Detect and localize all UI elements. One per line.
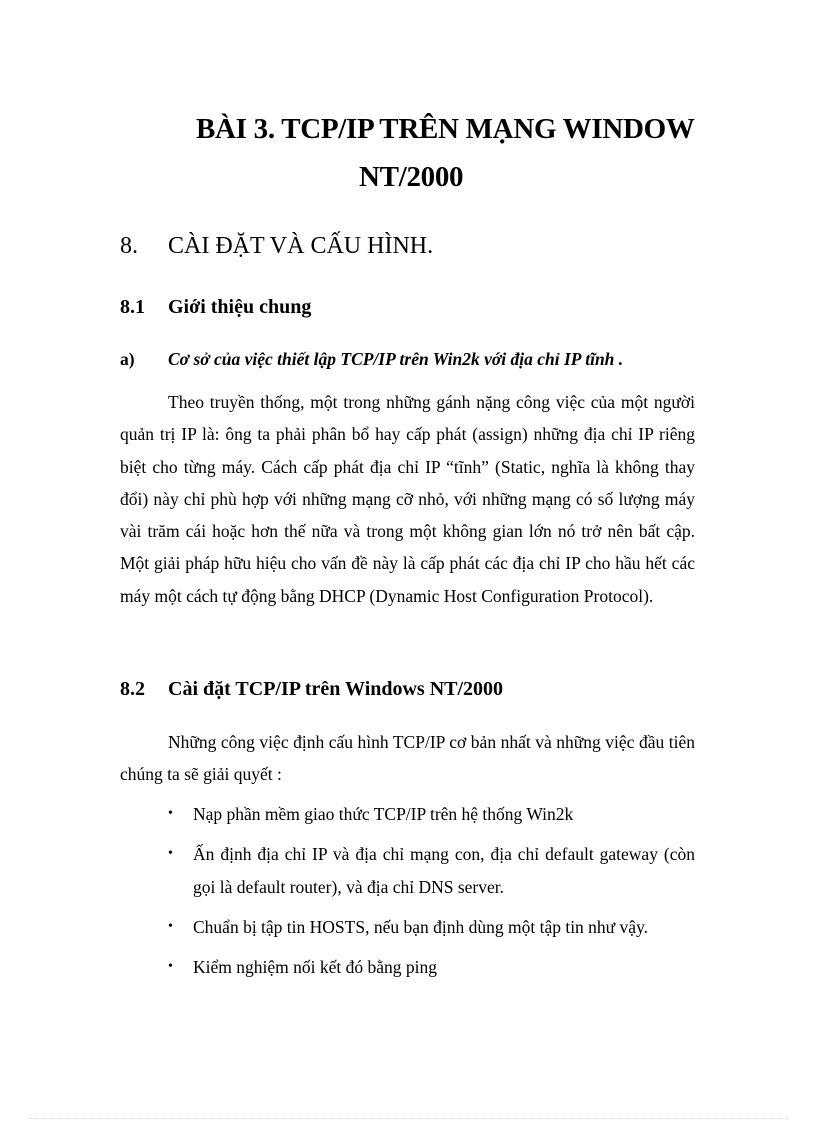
list-item-text: Ấn định địa chỉ IP và địa chỉ mạng con, địa chỉ default gateway (còn gọi là default router), và địa chỉ DNS server.	[193, 844, 695, 897]
list-item-text: Kiểm nghiệm nối kết đó bằng ping	[193, 957, 437, 978]
bullet-icon: •	[168, 806, 173, 821]
item-marker: a)	[120, 349, 135, 369]
page-title-line-1: BÀI 3. TCP/IP TRÊN MẠNG WINDOW	[196, 113, 695, 145]
subsection-number: 8.1	[120, 296, 145, 318]
section-title: CÀI ĐẶT VÀ CẤU HÌNH.	[168, 233, 434, 259]
subsection-title: Cài đặt TCP/IP trên Windows NT/2000	[168, 678, 504, 700]
subsection-number: 8.2	[120, 678, 145, 700]
section-number: 8.	[120, 233, 138, 259]
subsection-title: Giới thiệu chung	[168, 296, 312, 318]
body-paragraph-2: Những công việc định cấu hình TCP/IP cơ bản nhất và những việc đầu tiên chúng ta sẽ giải quyết :	[120, 732, 695, 785]
list-item-text: Chuẩn bị tập tin HOSTS, nếu bạn định dùng một tập tin như vậy.	[193, 916, 649, 937]
bullet-list	[120, 798, 695, 991]
list-item	[120, 798, 695, 830]
page-bottom-divider	[28, 1118, 788, 1119]
bullet-icon: •	[168, 918, 173, 934]
list-item	[120, 951, 695, 983]
bullet-icon: •	[168, 959, 173, 975]
page-title-line-2: NT/2000	[359, 161, 464, 193]
list-item	[120, 911, 695, 943]
list-item-text: Nạp phần mềm giao thức TCP/IP trên hệ thống Win2k	[193, 804, 574, 824]
list-item	[120, 838, 695, 903]
body-paragraph-1: Theo truyền thống, một trong những gánh nặng công việc của một người quản trị IP là: ông ta phải phân bổ hay cấp phát (assign) những địa chỉ IP riêng biệt cho từng máy. Cách cấp phát địa chỉ IP “tĩnh” (Static, nghĩa là không thay đổi) này chỉ phù hợp với những mạng cỡ nhỏ, với những mạng có số lượng máy vài trăm cái hoặc hơn thế nữa và trong một không gian lớn nó trở nên bất cập. Một giải pháp hữu hiệu cho vấn đề này là cấp phát các địa chỉ IP cho hầu hết các máy một cách tự động bằng DHCP (Dynamic Host Configuration Protocol).	[120, 392, 695, 606]
bullet-icon: •	[168, 846, 173, 862]
item-title: Cơ sở của việc thiết lập TCP/IP trên Win2k với địa chỉ IP tĩnh .	[168, 349, 624, 369]
